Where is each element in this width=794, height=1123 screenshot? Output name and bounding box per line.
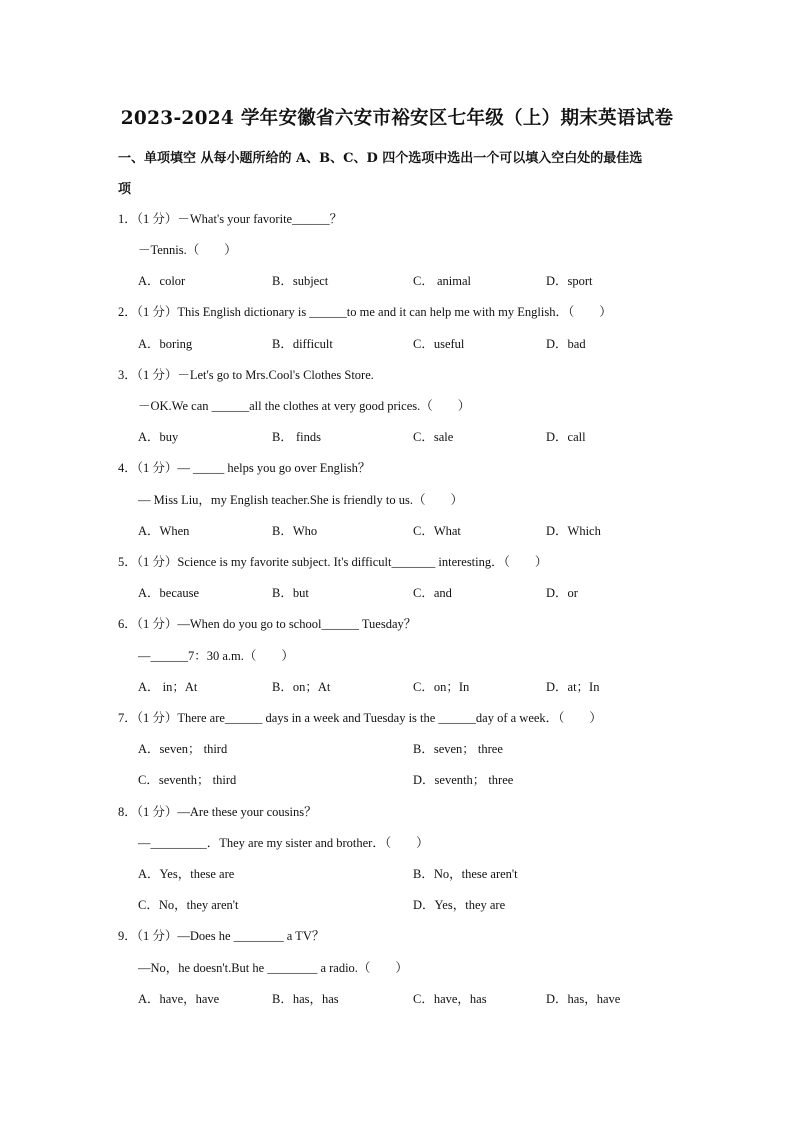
question-6-stem: 6．（1 分）—When do you go to school______ Tuesday？ — [118, 617, 417, 631]
question-8-option-b[interactable]: B．No，these aren't — [413, 867, 518, 881]
question-9-option-d[interactable]: D．has，have — [546, 992, 621, 1006]
question-7-stem: 7．（1 分）There are______ days in a week and Tuesday is the ______day of a week．（ ） — [118, 711, 602, 725]
question-8-option-a[interactable]: A．Yes，these are — [138, 867, 235, 881]
question-4-option-a[interactable]: A．When — [138, 524, 190, 538]
question-2-option-a[interactable]: A．boring — [138, 337, 193, 351]
question-7-option-b[interactable]: B．seven； three — [413, 742, 503, 756]
question-3-option-d[interactable]: D．call — [546, 430, 586, 444]
question-5-option-c[interactable]: C．and — [413, 586, 452, 600]
question-2-option-b[interactable]: B．difficult — [272, 337, 333, 351]
question-6-option-a[interactable]: A． in；At — [138, 680, 198, 694]
section-heading-continued: 项 — [118, 182, 132, 197]
question-3-stem: 3．（1 分）－Let's go to Mrs.Cool's Clothes Store. — [118, 368, 374, 382]
question-1-stem-line2: －Tennis.（ ） — [138, 243, 237, 257]
question-1-option-d[interactable]: D．sport — [546, 274, 593, 288]
question-3-option-b[interactable]: B． finds — [272, 430, 321, 444]
question-6-stem-line2: —______7：30 a.m.（ ） — [138, 649, 294, 663]
question-9-option-a[interactable]: A．have，have — [138, 992, 220, 1006]
question-1-option-a[interactable]: A．color — [138, 274, 186, 288]
question-7-option-c[interactable]: C．seventh； third — [138, 773, 237, 787]
question-5-stem: 5．（1 分）Science is my favorite subject. It's difficult_______ interesting．（ ） — [118, 555, 548, 569]
question-6-option-b[interactable]: B．on；At — [272, 680, 331, 694]
question-1-option-b[interactable]: B．subject — [272, 274, 329, 288]
question-4-stem: 4．（1 分）— _____ helps you go over English？ — [118, 461, 371, 475]
question-9-stem: 9．（1 分）—Does he ________ a TV？ — [118, 929, 325, 943]
question-6-option-d[interactable]: D．at；In — [546, 680, 600, 694]
question-4-stem-line2: — Miss Liu，my English teacher.She is friendly to us.（ ） — [138, 493, 463, 507]
question-8-stem: 8．（1 分）—Are these your cousins？ — [118, 805, 317, 819]
section-heading: 一、单项填空 从每小题所给的 A、B、C、D 四个选项中选出一个可以填入空白处的最佳选 — [118, 151, 643, 166]
question-7-option-d[interactable]: D．seventh； three — [413, 773, 514, 787]
question-9-option-c[interactable]: C．have，has — [413, 992, 487, 1006]
question-3-option-a[interactable]: A．buy — [138, 430, 179, 444]
question-2-option-c[interactable]: C．useful — [413, 337, 465, 351]
question-5-option-d[interactable]: D．or — [546, 586, 578, 600]
question-6-option-c[interactable]: C．on；In — [413, 680, 470, 694]
page-title: 2023-2024 学年安徽省六安市裕安区七年级（上）期末英语试卷 — [120, 108, 674, 129]
question-8-stem-line2: —_________．They are my sister and brother．（ ） — [138, 836, 429, 850]
question-3-option-c[interactable]: C．sale — [413, 430, 454, 444]
question-1-option-c[interactable]: C． animal — [413, 274, 471, 288]
question-8-option-d[interactable]: D．Yes，they are — [413, 898, 506, 912]
question-7-option-a[interactable]: A．seven； third — [138, 742, 228, 756]
question-4-option-b[interactable]: B．Who — [272, 524, 318, 538]
question-2-option-d[interactable]: D．bad — [546, 337, 586, 351]
question-4-option-c[interactable]: C．What — [413, 524, 461, 538]
question-5-option-a[interactable]: A．because — [138, 586, 200, 600]
question-3-stem-line2: －OK.We can ______all the clothes at very good prices.（ ） — [138, 399, 471, 413]
question-5-option-b[interactable]: B．but — [272, 586, 309, 600]
question-1-stem: 1．（1 分）－What's your favorite______？ — [118, 212, 343, 226]
question-9-stem-line2: —No，he doesn't.But he ________ a radio.（ ） — [138, 961, 408, 975]
question-8-option-c[interactable]: C．No，they aren't — [138, 898, 239, 912]
question-2-stem: 2．（1 分）This English dictionary is ______to me and it can help me with my English．（ ） — [118, 305, 612, 319]
question-9-option-b[interactable]: B．has，has — [272, 992, 339, 1006]
question-4-option-d[interactable]: D．Which — [546, 524, 601, 538]
